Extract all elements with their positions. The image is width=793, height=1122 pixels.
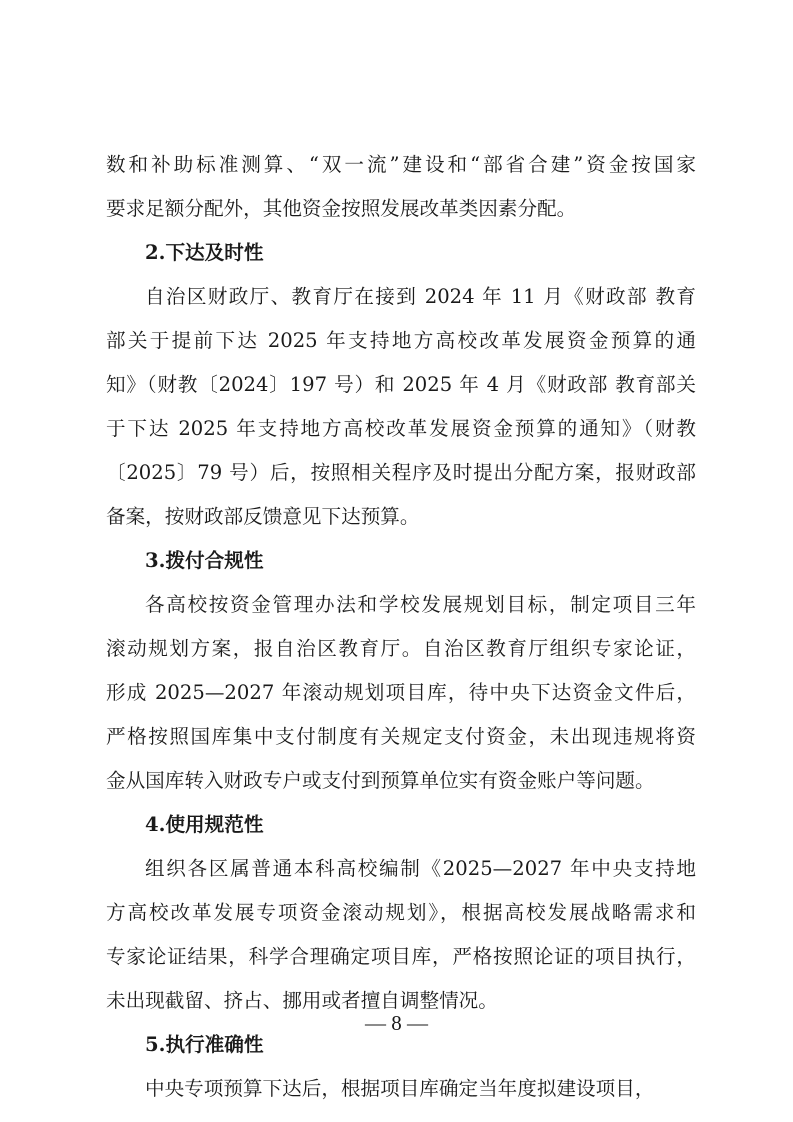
text-line: 金从国库转入财政专户或支付到预算单位实有资金账户等问题。 — [106, 769, 655, 792]
text-line: 数和补助标准测算、“双一流”建设和“部省合建”资金按国家 — [106, 153, 696, 176]
text-line: 备案，按财政部反馈意见下达预算。 — [106, 505, 420, 528]
paragraph-funding-allocation — [106, 143, 696, 231]
text-line: 未出现截留、挤占、挪用或者擅自调整情况。 — [106, 989, 498, 1012]
text-line: 专家论证结果，科学合理确定项目库，严格按照论证的项目执行， — [106, 945, 696, 968]
text-line: 要求足额分配外，其他资金按照发展改革类因素分配。 — [106, 197, 577, 220]
section-heading-compliance: 3.拨付合规性 — [145, 549, 264, 572]
text-line: 各高校按资金管理办法和学校发展规划目标，制定项目三年 — [145, 593, 696, 616]
text-line: 于下达 2025 年支持地方高校改革发展资金预算的通知》（财教 — [106, 417, 696, 440]
section-heading-timeliness: 2.下达及时性 — [145, 241, 264, 264]
text-line: 组织各区属普通本科高校编制《2025—2027 年中央支持地 — [145, 857, 696, 880]
text-line: 严格按照国库集中支付制度有关规定支付资金，未出现违规将资 — [106, 725, 696, 748]
paragraph-accuracy — [106, 1067, 696, 1111]
page-number: — 8 — — [365, 1011, 428, 1035]
paragraph-compliance — [106, 583, 696, 803]
paragraph-timeliness — [106, 275, 696, 539]
paragraph-usage — [106, 847, 696, 1023]
section-heading-accuracy: 5.执行准确性 — [145, 1033, 264, 1056]
text-line: 形成 2025—2027 年滚动规划项目库，待中央下达资金文件后， — [106, 681, 696, 704]
text-line: 中央专项预算下达后，根据项目库确定当年度拟建设项目， — [145, 1077, 655, 1100]
text-line: 知》（财教〔2024〕197 号）和 2025 年 4 月《财政部 教育部关 — [106, 373, 696, 396]
text-line: 〔2025〕79 号）后，按照相关程序及时提出分配方案，报财政部 — [106, 461, 696, 484]
text-line: 部关于提前下达 2025 年支持地方高校改革发展资金预算的通 — [106, 329, 696, 352]
text-line: 滚动规划方案，报自治区教育厅。自治区教育厅组织专家论证， — [106, 637, 696, 660]
document-body — [106, 143, 696, 1111]
text-line: 方高校改革发展专项资金滚动规划》，根据高校发展战略需求和 — [106, 901, 696, 924]
section-heading-usage: 4.使用规范性 — [145, 813, 264, 836]
text-line: 自治区财政厅、教育厅在接到 2024 年 11 月《财政部 教育 — [145, 285, 696, 308]
